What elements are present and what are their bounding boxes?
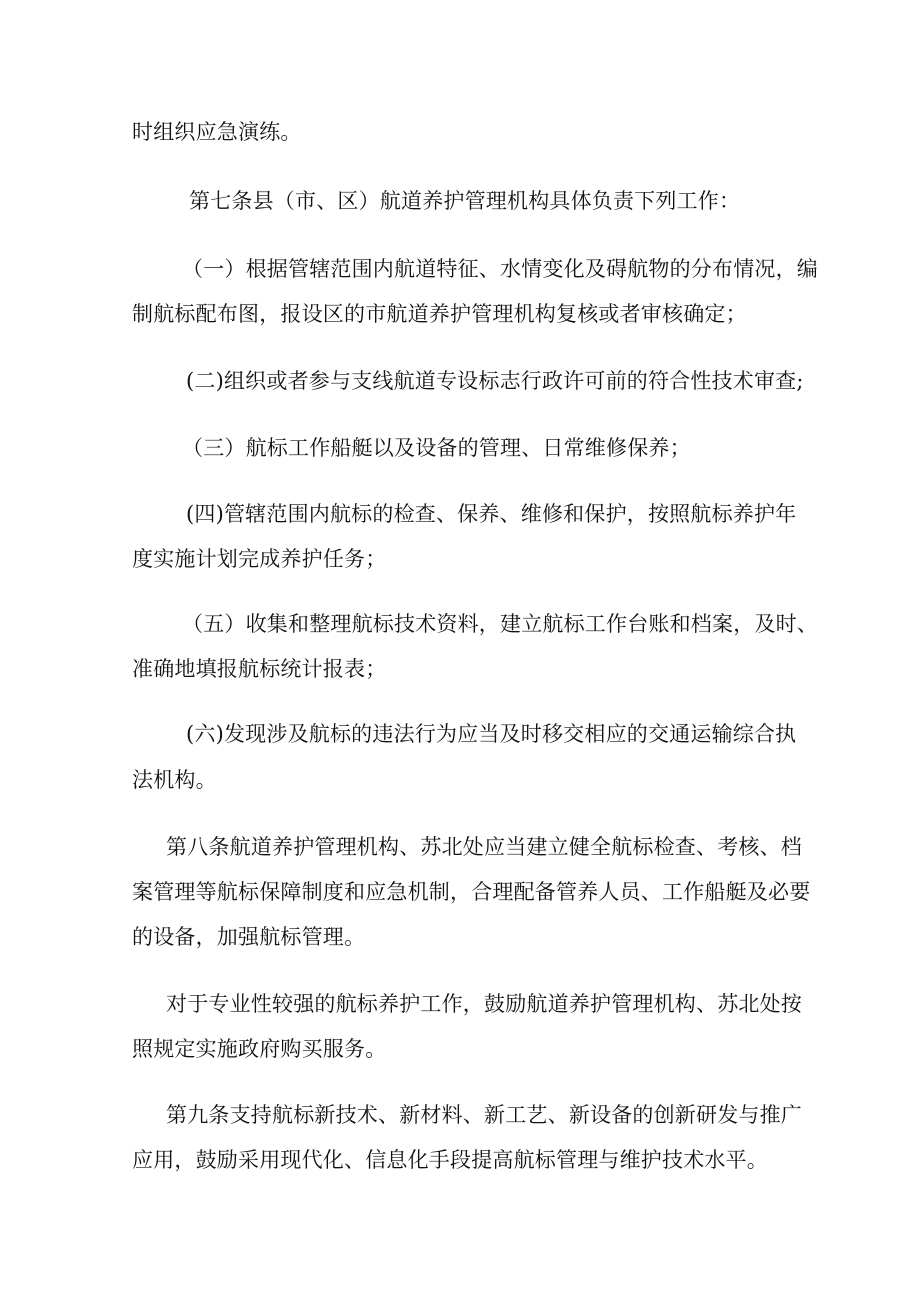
paragraph-line-1: 对于专业性较强的航标养护工作，鼓励航道养护管理机构、苏北处按 xyxy=(166,992,802,1016)
paragraph-line-2: 照规定实施政府购买服务。 xyxy=(132,1037,387,1061)
list-item-4-line-2: 度实施计划完成养护任务； xyxy=(132,547,387,571)
article-8-line-2: 案管理等航标保障制度和应急机制，合理配备管养人员、工作船艇及必要 xyxy=(132,880,811,904)
list-item-2: (二)组织或者参与支线航道专设标志行政许可前的符合性技术审查; xyxy=(186,369,804,393)
article-9-line-1: 第九条支持航标新技术、新材料、新工艺、新设备的创新研发与推广 xyxy=(166,1103,802,1127)
list-item-4-line-1: (四)管辖范围内航标的检查、保养、维修和保护，按照航标养护年 xyxy=(186,502,797,526)
article-8-line-1: 第八条航道养护管理机构、苏北处应当建立健全航标检查、考核、档 xyxy=(166,835,802,859)
article-7-heading: 第七条县（市、区）航道养护管理机构具体负责下列工作： xyxy=(189,189,741,213)
article-9-line-2: 应用，鼓励采用现代化、信息化手段提高航标管理与维护技术水平。 xyxy=(132,1148,768,1172)
list-item-1-line-1: （一）根据管辖范围内航道特征、水情变化及碍航物的分布情况，编 xyxy=(182,257,818,281)
list-item-6-line-2: 法机构。 xyxy=(132,768,217,792)
text-line: 时组织应急演练。 xyxy=(132,120,302,144)
list-item-6-line-1: (六)发现涉及航标的违法行为应当及时移交相应的交通运输综合执 xyxy=(186,722,797,746)
list-item-1-line-2: 制航标配布图，报设区的市航道养护管理机构复核或者审核确定； xyxy=(132,302,747,326)
list-item-3: （三）航标工作船艇以及设备的管理、日常维修保养； xyxy=(182,436,691,460)
list-item-5-line-1: （五）收集和整理航标技术资料，建立航标工作台账和档案，及时、 xyxy=(182,612,818,636)
article-8-line-3: 的设备，加强航标管理。 xyxy=(132,925,366,949)
list-item-5-line-2: 准确地填报航标统计报表； xyxy=(132,657,387,681)
